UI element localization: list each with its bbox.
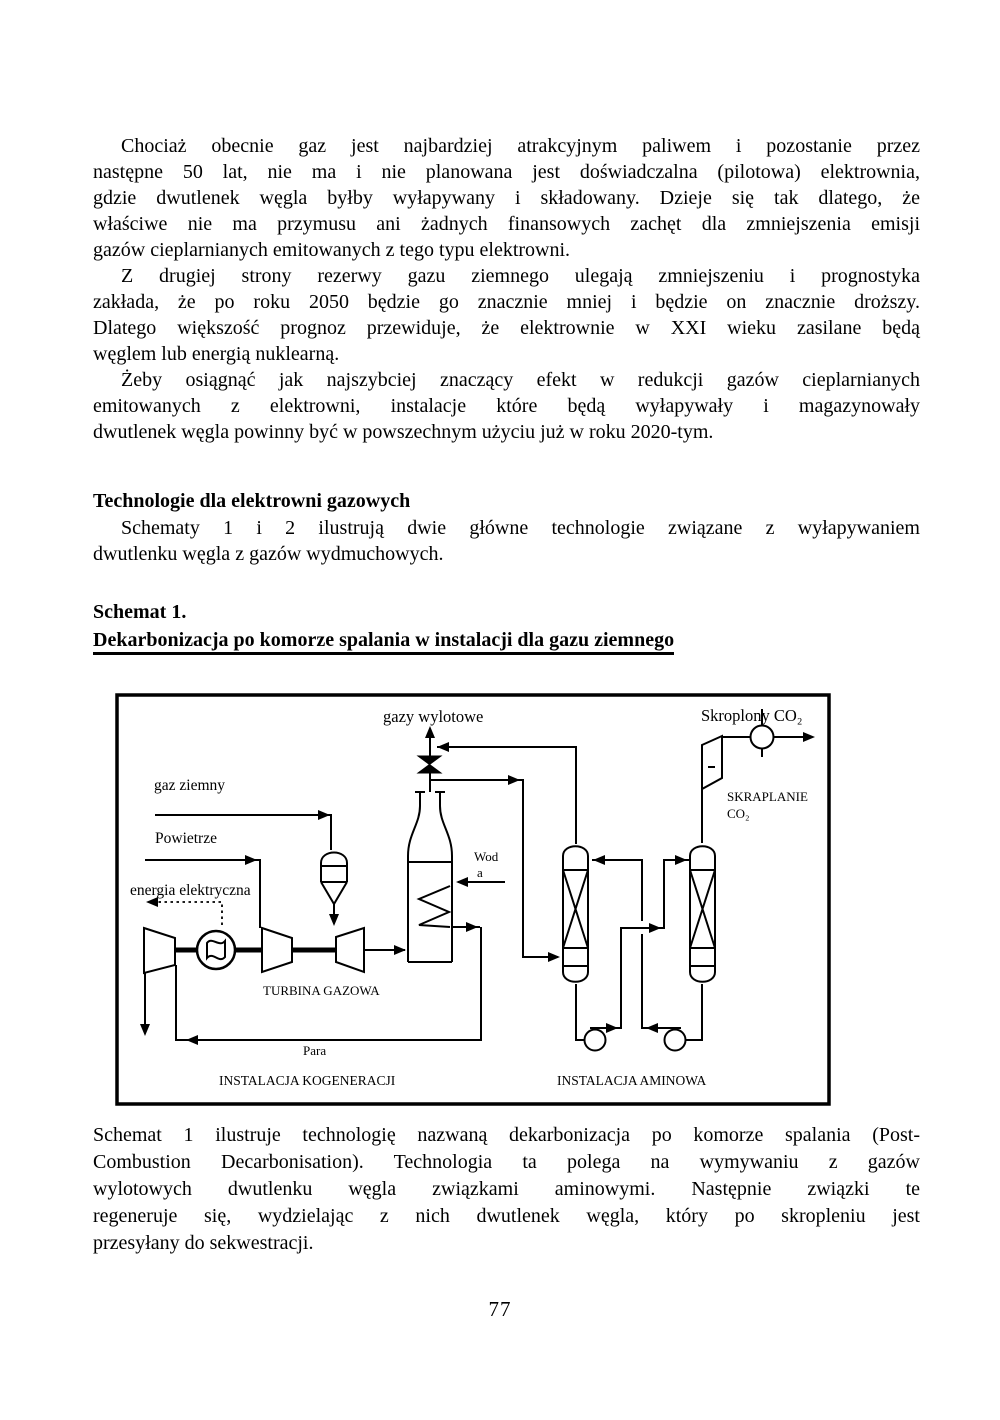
arrow-right-icon [466, 922, 478, 932]
condenser-symbol [751, 726, 774, 749]
arrow-right-icon [803, 732, 815, 742]
paragraph-2 [93, 263, 920, 367]
caption-paragraph [93, 1122, 920, 1257]
label-water-2: a [477, 865, 483, 880]
text-line: emitowanych z elektrowni, instalacje które będą wyłapywały i magazynowały [93, 395, 920, 417]
arrow-right-icon [508, 775, 520, 785]
electric-energy-dotted-line [152, 902, 222, 925]
label-amine-unit: INSTALACJA AMINOWA [557, 1073, 707, 1088]
arrow-down-icon [140, 1024, 150, 1036]
label-cogeneration-unit: INSTALACJA KOGENERACJI [219, 1073, 396, 1088]
lean-amine-suction-pipe [686, 984, 702, 1040]
label-liquefaction-2: CO₂ [727, 806, 750, 821]
arrow-left-icon [456, 877, 468, 887]
label-natural-gas: gaz ziemny [154, 777, 226, 794]
arrow-right-icon [394, 945, 406, 955]
text-line: Z drugiej strony rezerwy gazu ziemnego ulegają zmniejszeniu i prognostyka [121, 265, 920, 287]
label-gas-turbine: TURBINA GAZOWA [263, 983, 380, 998]
rich-amine-suction-pipe [576, 984, 584, 1040]
paragraph-1 [93, 133, 920, 263]
text-line: gdzie dwutlenek węgla byłby wyłapywany i składowany. Dzieje się tak dlatego, że [93, 187, 920, 209]
label-water-1: Wod [474, 849, 499, 864]
process-flow-diagram [115, 693, 832, 1107]
pump-1-symbol [585, 1030, 606, 1051]
label-flue-gas: gazy wylotowe [383, 707, 484, 726]
packing-x-icon [690, 870, 715, 948]
arrow-right-icon [318, 810, 330, 820]
steam-turbine-symbol [144, 928, 175, 973]
arrow-left-icon [186, 1035, 198, 1045]
text-line: Chociaż obecnie gaz jest najbardziej atrakcyjnym paliwem i pozostanie przez [121, 135, 920, 157]
section-heading: Technologie dla elektrowni gazowych [93, 490, 411, 512]
label-liquefaction-1: SKRAPLANIE [727, 789, 808, 804]
flue-duct-pipe [430, 780, 558, 957]
text-line: zakłada, że po roku 2050 będzie go znacznie mniej i będzie on znacznie droższy. [93, 291, 920, 313]
text-line: następne 50 lat, nie ma i nie planowana jest doświadczalna (pilotowa) elektrownia, [93, 161, 920, 183]
text-line: właściwe nie ma przymusu ani żadnych finansowych zachęt dla zmniejszenia emisji [93, 213, 920, 235]
arrow-left-icon [646, 1023, 658, 1033]
text-line: Schemat 1 ilustruje technologię nazwaną dekarbonizacja po komorze spalania (Post- [93, 1124, 920, 1146]
arrow-right-icon [548, 952, 560, 962]
label-liquefied-co2: Skroplony CO₂ [701, 706, 803, 725]
schema-title [93, 627, 920, 653]
arrow-right-icon [649, 923, 661, 933]
label-electric-energy: energia elektryczna [130, 882, 251, 899]
rich-amine-pipe [590, 860, 689, 1028]
text-line: dwutlenku węgla z gazów wydmuchowych. [93, 543, 444, 565]
lean-amine-pipe [592, 860, 681, 1028]
arrow-right-icon [606, 1023, 618, 1033]
arrow-down-icon [329, 914, 339, 926]
heat-exchanger-coil-icon [419, 886, 450, 927]
text-line: przesyłany do sekwestracji. [93, 1232, 314, 1254]
generator-symbol [197, 931, 235, 969]
text-line: Żeby osiągnąć jak najszybciej znaczący efekt w redukcji gazów cieplarnianych [121, 369, 920, 391]
text-line: węglem lub energią nuklearną. [93, 343, 340, 365]
arrow-right-icon [245, 855, 257, 865]
text-line: regeneruje się, wydzielając z nich dwutlenek węgla, który po skropleniu jest [93, 1205, 920, 1227]
text-line: gazów cieplarnianych emitowanych z tego typu elektrowni. [93, 239, 571, 261]
compressor-symbol [262, 928, 292, 972]
absorber-column [563, 846, 588, 982]
text-line: dwutlenek węgla powinny być w powszechnym użyciu już w roku 2020-tym. [93, 421, 714, 443]
gas-turbine-symbol [336, 928, 364, 972]
text-line: wylotowych dwutlenku węgla związkami aminowymi. Następnie związki te [93, 1178, 920, 1200]
label-air: Powietrze [155, 830, 217, 847]
absorber-return-pipe [437, 747, 576, 844]
pump-2-symbol [665, 1030, 686, 1051]
combustion-chamber [321, 853, 347, 905]
paragraph-3 [93, 367, 920, 445]
arrow-left-icon [437, 742, 449, 752]
packing-x-icon [563, 870, 588, 948]
schema-title-text: Dekarbonizacja po komorze spalania w instalacji dla gazu ziemnego [93, 629, 674, 655]
valve-icon [418, 756, 441, 773]
arrow-right-icon [675, 855, 687, 865]
hrsg-vessel [408, 792, 452, 962]
arrow-up-icon [425, 726, 435, 738]
page-number: 77 [488, 1297, 512, 1321]
stripper-column [690, 846, 715, 982]
co2-compressor-symbol [702, 736, 722, 789]
text-line: Schematy 1 i 2 ilustrują dwie główne technologie związane z wyłapywaniem [121, 517, 920, 539]
label-steam: Para [303, 1043, 327, 1058]
schema-label: Schemat 1. [93, 601, 187, 623]
paragraph-4 [93, 515, 920, 567]
text-line: Dlatego większość prognoz przewiduje, że elektrownie w XXI wieku zasilane będą [93, 317, 920, 339]
text-line: Combustion Decarbonisation). Technologia ta polega na wymywaniu z gazów [93, 1151, 920, 1173]
arrow-left-icon [593, 855, 605, 865]
